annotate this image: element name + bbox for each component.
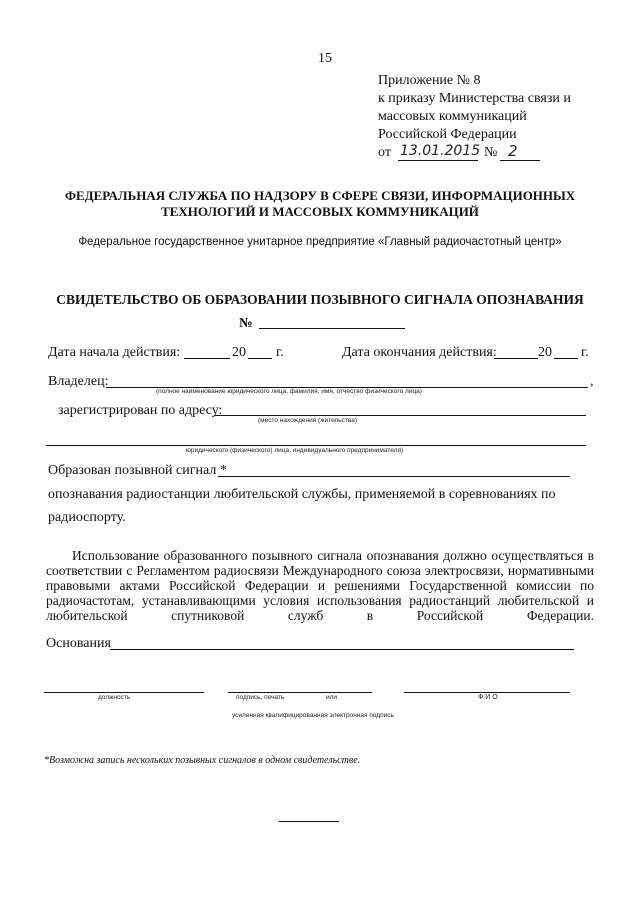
owner-label: Владелец: [48,374,109,389]
certificate-number-field[interactable] [259,328,405,329]
start-date-field[interactable] [184,358,230,359]
bottom-divider [279,821,339,822]
position-caption: должность [98,694,131,701]
handwritten-number: 2 [508,142,518,160]
address-label: зарегистрирован по адресу: [58,403,223,418]
fio-line[interactable] [404,692,570,693]
callsign-field[interactable] [218,476,570,477]
callsign-label: Образован позывной сигнал * [48,463,227,478]
entity-hint: юридического (физического) лица, индивидуального предпринимателя) [186,447,404,454]
usage-paragraph: Использование образованного позывного сигнала опознавания должно осуществляться в соответствии с Регламентом радиосвязи Международного союза электросвязи, нормативными правовыми актами Российской Федерации и решениями Государственной комиссии по радиочастотам, устанавливающими условия использования радиостанций любительской и любительской спутниковой служб в Российской Федерации. [46,548,594,623]
signature-caption: подпись, печать [236,694,285,701]
appendix-block [378,72,571,162]
fio-caption: Ф И О [478,694,498,701]
appendix-date-line [378,144,571,162]
purpose-line1: опознавания радиостанции любительской службы, применяемой в соревнованиях по [48,487,556,502]
handwritten-date: 13.01.2015 [400,143,481,159]
agency-title-line1: ФЕДЕРАЛЬНАЯ СЛУЖБА ПО НАДЗОРУ В СФЕРЕ СВЯЗИ, ИНФОРМАЦИОННЫХ [64,188,576,203]
certificate-title: СВИДЕТЕЛЬСТВО ОБ ОБРАЗОВАНИИ ПОЗЫВНОГО СИГНАЛА ОПОЗНАВАНИЯ [56,292,584,307]
owner-comma: , [590,374,594,389]
appendix-order-line: к приказу Министерства связи и [378,91,571,106]
end-date-label: Дата окончания действия: [342,345,497,360]
signature-line[interactable] [228,692,372,693]
address-hint: (место нахождения (жительства) [258,417,358,424]
start-date-label: Дата начала действия: [48,345,181,360]
owner-hint: (полное наименование юридического лица, фамилия, имя, отчество физического лица) [156,388,422,395]
certificate-number-label: № [239,315,253,330]
purpose-line2: радиоспорту. [48,510,126,525]
start-year-field[interactable] [248,358,272,359]
esign-caption: усиленная квалифицированная электронная подпись [232,712,394,719]
address-field[interactable] [214,415,586,416]
enterprise-name: Федеральное государственное унитарное предприятие «Главный радиочастотный центр» [78,236,562,248]
page-number: 15 [318,51,332,66]
appendix-number: Приложение № 8 [378,73,481,88]
basis-field[interactable] [110,649,574,650]
start-year-suffix: г. [276,345,284,360]
date-underline [398,160,478,161]
basis-label: Основания [46,636,111,651]
end-year-suffix: г. [581,345,589,360]
position-line[interactable] [44,692,204,693]
order-number-label: № [484,145,498,160]
end-date-field[interactable] [494,358,538,359]
date-prefix: от [378,145,391,160]
end-year-field[interactable] [554,358,578,359]
start-year-prefix: 20 [232,345,246,360]
agency-title [0,188,640,220]
address-field-line2[interactable] [46,445,586,446]
agency-title-line2: ТЕХНОЛОГИЙ И МАССОВЫХ КОММУНИКАЦИЙ [161,204,479,219]
signature-or: или [326,694,338,701]
appendix-ministry-line: массовых коммуникаций [378,109,527,124]
appendix-country-line: Российской Федерации [378,127,517,142]
footnote: *Возможна запись нескольких позывных сигналов в одном свидетельстве. [44,755,361,766]
end-year-prefix: 20 [538,345,552,360]
number-underline [500,160,540,161]
